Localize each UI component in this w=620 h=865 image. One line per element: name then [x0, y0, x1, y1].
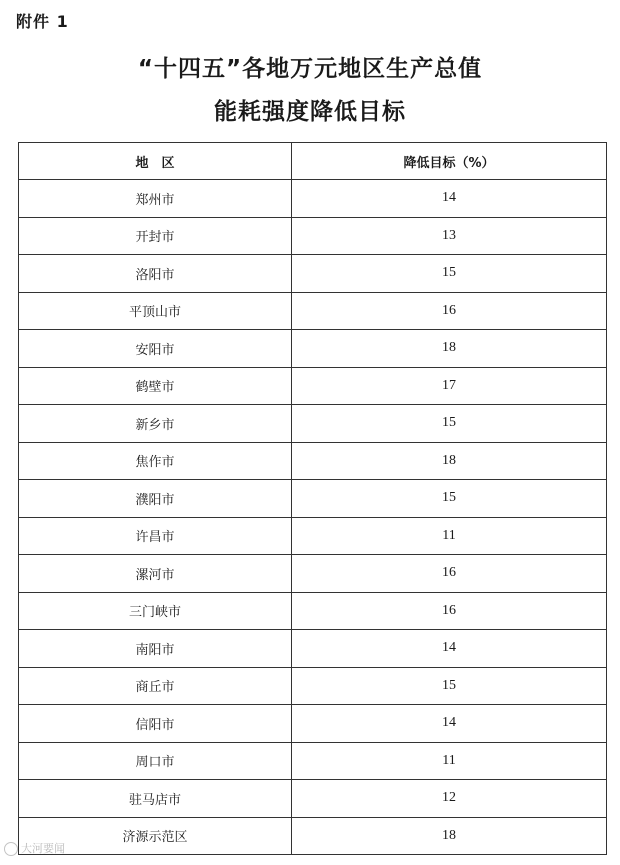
header-target: 降低目标（%） [292, 143, 607, 180]
region-cell: 南阳市 [19, 630, 292, 668]
target-cell: 15 [292, 405, 607, 443]
watermark-text: 大河要闻 [21, 842, 65, 855]
table-row [19, 592, 607, 630]
target-cell: 18 [292, 817, 607, 855]
target-cell: 17 [292, 367, 607, 405]
table-row [19, 292, 607, 330]
target-cell: 15 [292, 255, 607, 293]
table-row [19, 180, 607, 218]
region-cell: 新乡市 [19, 405, 292, 443]
region-cell: 漯河市 [19, 555, 292, 593]
target-cell: 15 [292, 667, 607, 705]
target-cell: 15 [292, 480, 607, 518]
watermark-logo-icon [4, 842, 18, 856]
region-cell: 鹤壁市 [19, 367, 292, 405]
table-body [19, 180, 607, 855]
region-cell: 安阳市 [19, 330, 292, 368]
attachment-label: 附件 1 [16, 12, 69, 31]
table-row [19, 480, 607, 518]
target-cell: 16 [292, 555, 607, 593]
target-cell: 18 [292, 442, 607, 480]
region-cell: 驻马店市 [19, 780, 292, 818]
region-cell: 洛阳市 [19, 255, 292, 293]
target-cell: 11 [292, 517, 607, 555]
table-row [19, 705, 607, 743]
table-row [19, 630, 607, 668]
region-cell: 焦作市 [19, 442, 292, 480]
table-row [19, 780, 607, 818]
region-cell: 周口市 [19, 742, 292, 780]
region-cell: 信阳市 [19, 705, 292, 743]
table-row [19, 367, 607, 405]
table-row [19, 255, 607, 293]
targets-table [18, 142, 607, 855]
region-cell: 濮阳市 [19, 480, 292, 518]
table-row [19, 517, 607, 555]
region-cell: 开封市 [19, 217, 292, 255]
region-cell: 郑州市 [19, 180, 292, 218]
table-row [19, 817, 607, 855]
document-title-line-1: “十四五”各地万元地区生产总值 [137, 56, 483, 82]
header-region: 地 区 [19, 143, 292, 180]
region-cell: 平顶山市 [19, 292, 292, 330]
target-cell: 14 [292, 630, 607, 668]
table-row [19, 217, 607, 255]
target-cell: 13 [292, 217, 607, 255]
target-cell: 12 [292, 780, 607, 818]
watermark [4, 840, 65, 856]
target-cell: 18 [292, 330, 607, 368]
table-row [19, 555, 607, 593]
target-cell: 14 [292, 705, 607, 743]
table-header [19, 143, 607, 180]
target-cell: 16 [292, 292, 607, 330]
region-cell: 济源示范区 [19, 817, 292, 855]
target-cell: 16 [292, 592, 607, 630]
target-cell: 14 [292, 180, 607, 218]
table-row [19, 330, 607, 368]
header-row [19, 143, 607, 180]
table-row [19, 442, 607, 480]
document-title-line-2: 能耗强度降低目标 [214, 99, 406, 125]
region-cell: 商丘市 [19, 667, 292, 705]
table-row [19, 667, 607, 705]
region-cell: 三门峡市 [19, 592, 292, 630]
table-row [19, 742, 607, 780]
target-cell: 11 [292, 742, 607, 780]
table-row [19, 405, 607, 443]
region-cell: 许昌市 [19, 517, 292, 555]
